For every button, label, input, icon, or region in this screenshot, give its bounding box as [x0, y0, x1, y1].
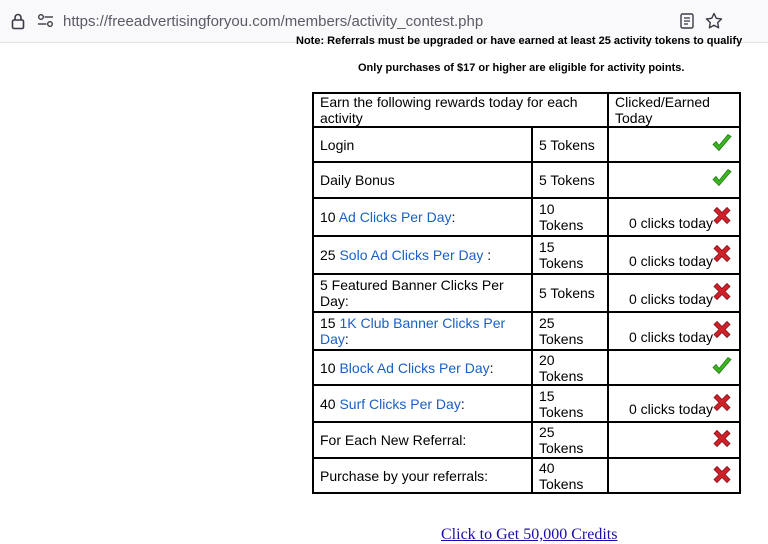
activity-cell	[313, 198, 532, 236]
table-row	[313, 127, 740, 162]
check-icon	[711, 355, 733, 380]
tokens-cell: 25 Tokens	[532, 312, 608, 350]
activity-link[interactable]: Solo Ad Clicks Per Day	[339, 247, 484, 263]
tokens-cell: 5 Tokens	[532, 127, 608, 162]
rewards-table	[312, 92, 741, 494]
clicks-today-text: 0 clicks today	[629, 215, 714, 231]
activity-cell	[313, 385, 532, 422]
activity-suffix: :	[344, 331, 349, 347]
tokens-cell: 20 Tokens	[532, 350, 608, 385]
activity-cell	[313, 274, 532, 312]
cross-icon	[711, 463, 733, 488]
url-text[interactable]: https://freeadvertisingforyou.com/members/activity_contest.php	[63, 13, 484, 30]
table-row	[313, 422, 740, 458]
check-icon	[711, 132, 733, 157]
activity-label: For Each New Referral:	[320, 432, 467, 448]
activity-label: Login	[320, 136, 355, 153]
activity-label: 15	[320, 315, 340, 331]
tokens-cell: 40 Tokens	[532, 458, 608, 493]
status-cell	[608, 458, 740, 493]
cross-icon	[711, 281, 733, 306]
table-row	[313, 385, 740, 422]
table-row	[313, 162, 740, 198]
cross-icon	[711, 205, 733, 230]
activity-cell	[313, 422, 532, 458]
activity-suffix: :	[451, 209, 456, 225]
table-row	[313, 350, 740, 385]
clicks-today-text: 0 clicks today	[629, 401, 714, 417]
activity-label: 5 Featured Banner Clicks Per Day:	[320, 277, 504, 309]
lock-icon[interactable]	[10, 12, 26, 35]
check-icon	[711, 168, 733, 193]
activity-cell	[313, 458, 532, 493]
bookmark-star-icon[interactable]	[705, 12, 723, 35]
activity-suffix: :	[460, 395, 465, 412]
table-header-row	[313, 93, 740, 127]
header-activity: Earn the following rewards today for each activity	[313, 93, 608, 127]
status-cell	[608, 162, 740, 198]
status-cell	[608, 127, 740, 162]
activity-label: Purchase by your referrals:	[320, 467, 489, 484]
status-cell	[608, 312, 740, 350]
table-row	[313, 236, 740, 274]
activity-label: 40	[320, 395, 340, 412]
activity-suffix: :	[483, 247, 492, 263]
tokens-cell: 5 Tokens	[532, 162, 608, 198]
activity-suffix: :	[489, 359, 494, 376]
site-permissions-icon[interactable]	[37, 13, 55, 34]
header-status: Clicked/Earned Today	[608, 93, 740, 127]
get-credits-link[interactable]: Click to Get 50,000 Credits	[441, 526, 618, 543]
activity-label: 25	[320, 247, 340, 263]
clicks-today-text: 0 clicks today	[629, 291, 714, 307]
activity-cell	[313, 312, 532, 350]
status-cell	[608, 274, 740, 312]
activity-cell	[313, 236, 532, 274]
tokens-cell: 10 Tokens	[532, 198, 608, 236]
tokens-cell: 5 Tokens	[532, 274, 608, 312]
activity-link[interactable]: Ad Clicks Per Day	[338, 209, 452, 225]
purchase-note: Only purchases of $17 or higher are eligible for activity points.	[358, 62, 685, 74]
status-cell	[608, 422, 740, 458]
tokens-cell: 15 Tokens	[532, 236, 608, 274]
activity-link[interactable]: Surf Clicks Per Day	[339, 395, 461, 412]
cross-icon	[711, 428, 733, 453]
cross-icon	[711, 391, 733, 416]
clicks-today-text: 0 clicks today	[629, 253, 714, 269]
cross-icon	[711, 243, 733, 268]
activity-label: Daily Bonus	[320, 172, 395, 188]
status-cell	[608, 236, 740, 274]
activity-label: 10	[320, 359, 340, 376]
tokens-cell: 25 Tokens	[532, 422, 608, 458]
table-row	[313, 312, 740, 350]
tokens-cell: 15 Tokens	[532, 385, 608, 422]
table-row	[313, 274, 740, 312]
activity-cell	[313, 350, 532, 385]
table-row	[313, 458, 740, 493]
table-row	[313, 198, 740, 236]
status-cell	[608, 350, 740, 385]
status-cell	[608, 385, 740, 422]
activity-cell	[313, 127, 532, 162]
clicks-today-text: 0 clicks today	[629, 329, 714, 345]
activity-cell	[313, 162, 532, 198]
referral-note: Note: Referrals must be upgraded or have earned at least 25 activity tokens to qualify	[296, 35, 743, 47]
activity-link[interactable]: Block Ad Clicks Per Day	[339, 359, 490, 376]
activity-link[interactable]: 1K Club Banner Clicks Per Day	[320, 315, 506, 347]
activity-label: 10	[320, 209, 339, 225]
reader-view-icon[interactable]	[680, 13, 694, 34]
status-cell	[608, 198, 740, 236]
cross-icon	[711, 319, 733, 344]
